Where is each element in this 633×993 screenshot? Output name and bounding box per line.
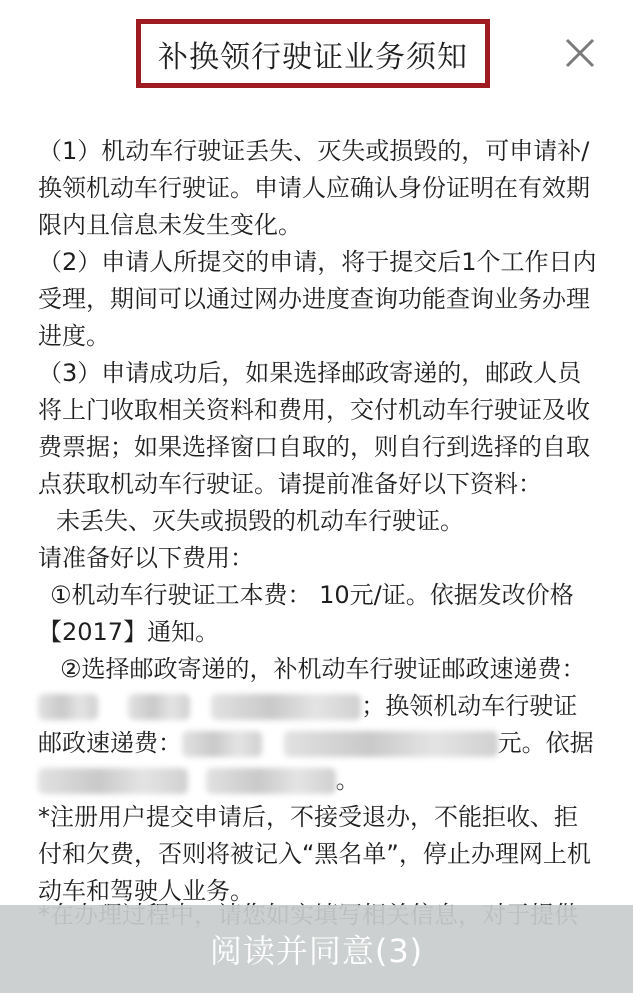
notice-content xyxy=(0,115,633,905)
redacted-text xyxy=(38,768,188,794)
notice-line: （3）申请成功后，如果选择邮政寄递的，邮政人员 xyxy=(38,359,582,387)
redacted-text xyxy=(38,694,98,720)
close-icon[interactable] xyxy=(563,36,597,70)
dialog-header xyxy=(0,0,633,100)
notice-line: （2）申请人所提交的申请，将于提交后1个工作日内 xyxy=(38,248,597,276)
redacted-text xyxy=(128,694,190,720)
notice-line: 元。依据 xyxy=(497,729,594,757)
redacted-line xyxy=(38,688,577,724)
notice-line: 【2017】通知。 xyxy=(38,618,220,646)
redacted-text xyxy=(182,731,262,757)
notice-line: 。 xyxy=(335,766,360,794)
notice-line: 费票据；如果选择窗口自取的，则自行到选择的自取 xyxy=(38,433,590,461)
notice-line: 换领机动车行驶证。申请人应确认身份证明在有效期 xyxy=(38,174,590,202)
title-box xyxy=(136,19,490,88)
redacted-text xyxy=(211,694,361,720)
notice-line: 点获取机动车行驶证。请提前准备好以下资料： xyxy=(38,470,542,498)
notice-line: 将上门收取相关资料和费用，交付机动车行驶证及收 xyxy=(38,396,590,424)
notice-line: ；换领机动车行驶证 xyxy=(361,692,578,720)
dialog-title: 补换领行驶证业务须知 xyxy=(158,39,468,75)
notice-line: ①机动车行驶证工本费： 10元/证。依据发改价格 xyxy=(50,581,574,609)
redacted-line xyxy=(38,762,360,798)
notice-line: 受理，期间可以通过网办进度查询功能查询业务办理 xyxy=(38,285,590,313)
notice-line: 请准备好以下费用： xyxy=(38,544,254,572)
redacted-line xyxy=(38,725,594,761)
redacted-text xyxy=(284,731,498,757)
redacted-text xyxy=(206,768,336,794)
notice-line: ②选择邮政寄递的，补机动车行驶证邮政速递费： xyxy=(60,655,586,683)
notice-line: 付和欠费，否则将被记入“黑名单”，停止办理网上机 xyxy=(38,840,591,868)
notice-line: 未丢失、灭失或损毁的机动车行驶证。 xyxy=(56,507,464,535)
notice-line: 进度。 xyxy=(38,322,110,350)
notice-line: 邮政速递费： xyxy=(38,729,182,757)
agree-button[interactable]: 阅读并同意(3) xyxy=(204,925,429,973)
notice-line: 限内且信息未发生变化。 xyxy=(38,211,302,239)
notice-line: *注册用户提交申请后，不接受退办，不能拒收、拒 xyxy=(38,803,578,831)
agree-bar xyxy=(0,905,633,993)
notice-line: 动车和驾驶人业务。 xyxy=(38,877,254,905)
notice-line: （1）机动车行驶证丢失、灭失或损毁的，可申请补/ xyxy=(38,137,590,165)
